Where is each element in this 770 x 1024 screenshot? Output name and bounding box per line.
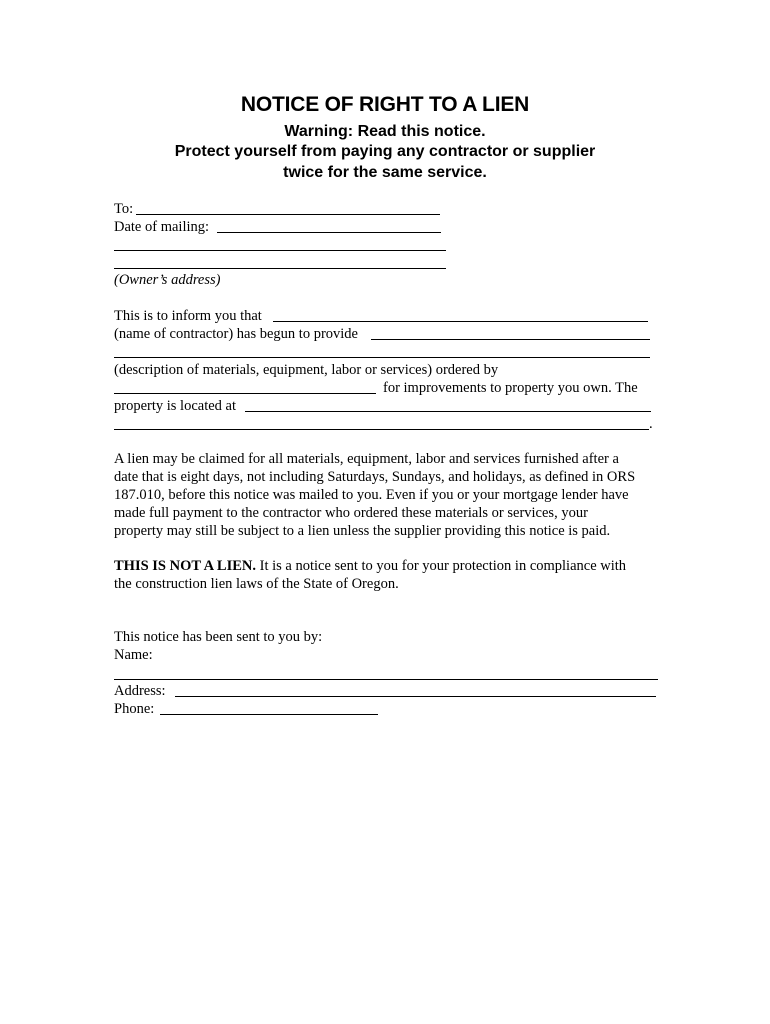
sender-name-label: Name: <box>114 647 153 663</box>
to-label: To: <box>114 201 134 217</box>
property-location-period: . <box>649 416 653 432</box>
sender-name-field-line[interactable] <box>114 679 658 680</box>
lien-paragraph-line-3: 187.010, before this notice was mailed to you. Even if you or your mortgage lender have <box>114 487 629 503</box>
lien-paragraph-line-5: property may still be subject to a lien unless the supplier providing this notice is paid. <box>114 523 611 539</box>
document-title: NOTICE OF RIGHT TO A LIEN <box>240 93 530 116</box>
property-location-field-line-1[interactable] <box>245 411 651 412</box>
services-field-line-1[interactable] <box>371 339 650 340</box>
not-lien-paragraph-line-1 <box>114 557 626 575</box>
owner-address-line-1[interactable] <box>114 250 446 251</box>
inform-line-2-text: (name of contractor) has begun to provide <box>114 326 358 342</box>
sender-intro: This notice has been sent to you by: <box>114 629 323 645</box>
sender-address-field-line[interactable] <box>175 696 656 697</box>
to-field-line[interactable] <box>136 214 440 215</box>
contractor-name-field-line[interactable] <box>273 321 648 322</box>
warning-line-2: Protect yourself from paying any contractor or supplier <box>174 143 596 160</box>
inform-line-6-text: property is located at <box>114 398 236 414</box>
lien-paragraph-line-4: made full payment to the contractor who ordered these materials or services, your <box>114 505 588 521</box>
warning-line-1: Warning: Read this notice. <box>284 123 486 140</box>
date-of-mailing-field-line[interactable] <box>217 232 441 233</box>
inform-line-4-text: (description of materials, equipment, labor or services) ordered by <box>114 362 499 378</box>
lien-paragraph-line-2: date that is eight days, not including Saturdays, Sundays, and holidays, as defined in ORS <box>114 469 636 485</box>
sender-phone-label: Phone: <box>114 701 155 717</box>
owner-address-caption: (Owner’s address) <box>114 272 221 288</box>
warning-line-3: twice for the same service. <box>283 164 487 181</box>
not-lien-bold-lead: THIS IS NOT A LIEN. <box>114 558 256 574</box>
sender-address-label: Address: <box>114 683 166 699</box>
inform-line-5-text: for improvements to property you own. The <box>383 380 638 396</box>
services-field-line-2[interactable] <box>114 357 650 358</box>
owner-address-line-2[interactable] <box>114 268 446 269</box>
inform-line-1-text: This is to inform you that <box>114 308 262 324</box>
property-location-field-line-2[interactable] <box>114 429 649 430</box>
date-of-mailing-label: Date of mailing: <box>114 219 210 235</box>
sender-phone-field-line[interactable] <box>160 714 378 715</box>
not-lien-line-1-rest: It is a notice sent to you for your protection in compliance with <box>259 558 627 574</box>
lien-paragraph-line-1: A lien may be claimed for all materials, equipment, labor and services furnished after a <box>114 451 619 467</box>
not-lien-paragraph-line-2: the construction lien laws of the State of Oregon. <box>114 576 399 592</box>
ordered-by-field-line[interactable] <box>114 393 376 394</box>
